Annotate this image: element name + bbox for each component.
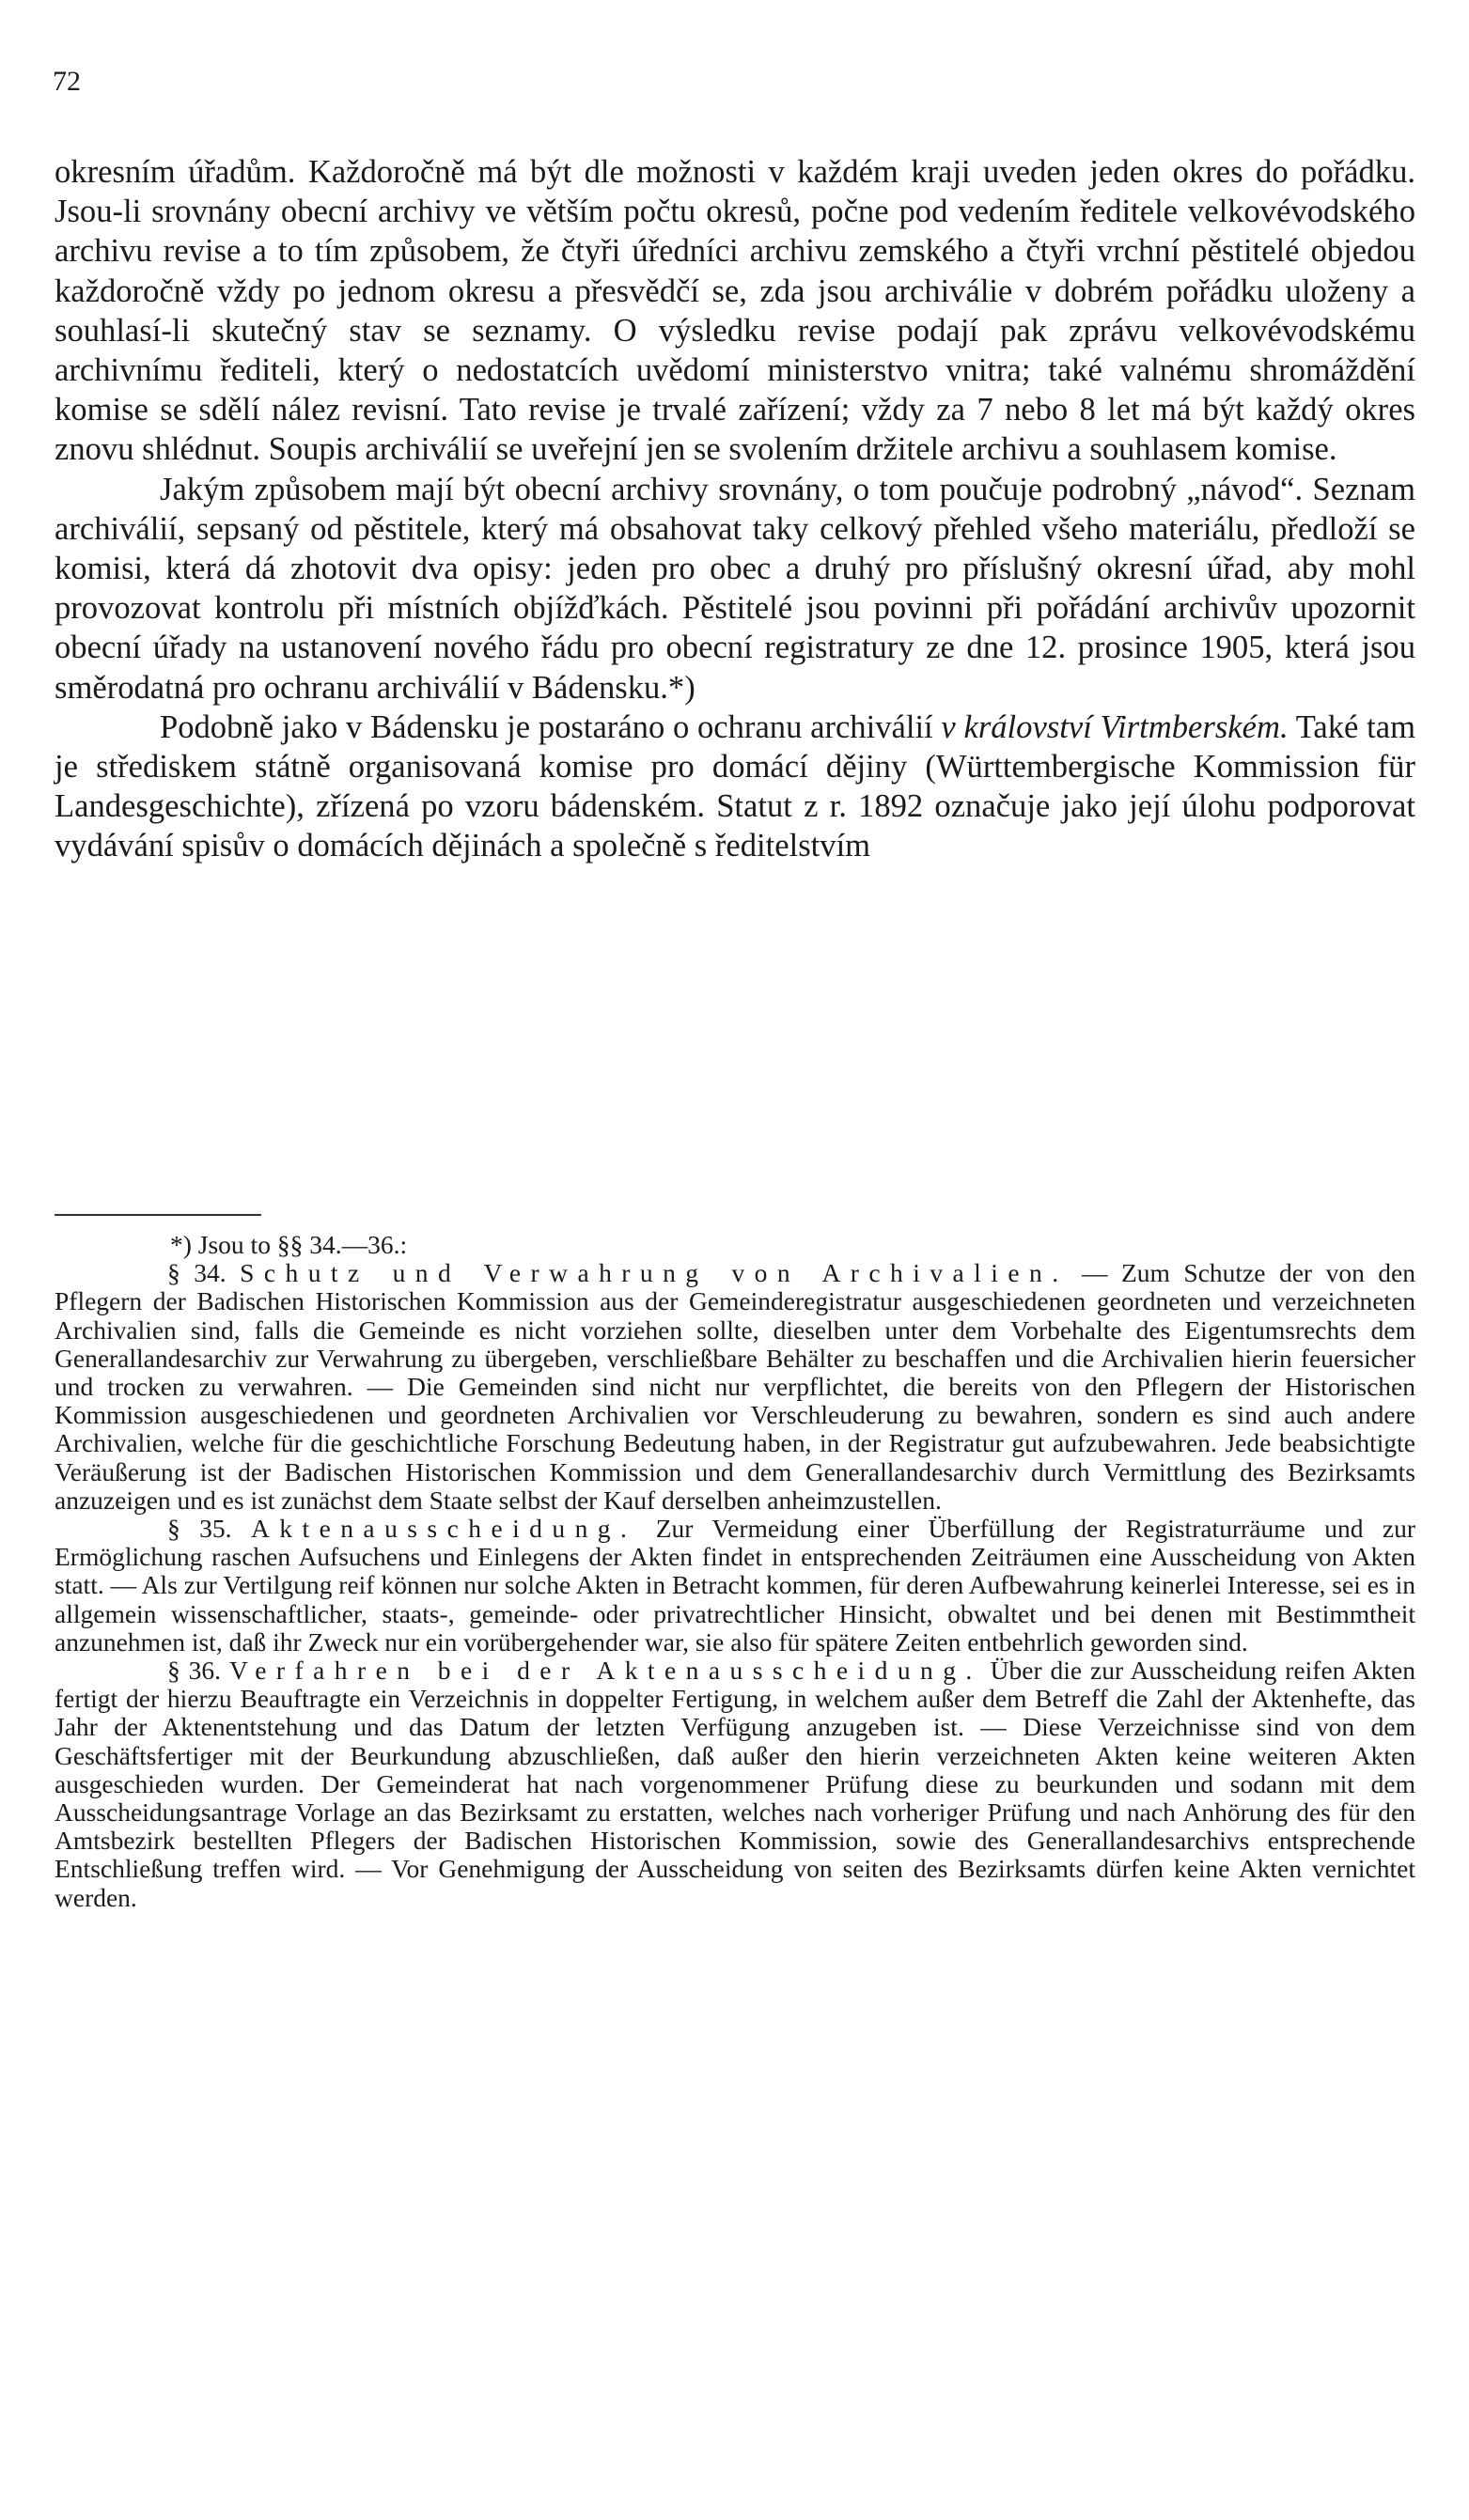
paragraph — [55, 708, 1415, 866]
paragraph: okresním úřadům. Každoročně má být dle možnosti v každém kraji uveden jeden okres do pořádku. Jsou-li srovnány obecní archivy ve větším počtu okresů, počne pod vedením ředitele velkovévodského archivu revise a to tím způsobem, že čtyři úředníci archivu zemského a čtyři vrchní pěstitelé objedou každoročně vždy po jednom okresu a přesvědčí se, zda jsou archiválie v dobrém pořádku uloženy a souhlasí-li skutečný stav se seznamy. O výsledku revise podají pak zprávu velkovévodskému archivnímu řediteli, který o nedostatcích uvědomí ministerstvo vnitra; také valnému shromáždění komise se sdělí nález revisní. Tato revise je trvalé zařízení; vždy za 7 nebo 8 let má být každý okres znovu shlédnut. Soupis archiválií se uveřejní jen se svolením držitele archivu a souhlasem komise. — [55, 154, 1415, 468]
paragraph-text: Podobně jako v Bádensku je postaráno o ochranu archiválií — [160, 708, 942, 745]
italic-phrase: v království Virtmberském. — [941, 708, 1289, 745]
section-text: Über die zur Ausscheidung reifen Akten fertigt der hierzu Beauftragte ein Verzeichnis in doppelter Fertigung, in welchem außer dem Betreff die Zahl der Aktenhefte, das Jahr der Aktenentstehung und das Datum der letzten Verfügung anzugeben ist. — Diese Verzeichnisse sind von dem Geschäftsfertiger mit der Beurkundung abzuschließen, daß außer den hierin verzeichneten Akten keine weiteren Akten ausgeschieden wurden. Der Gemeinderat hat nach vorgenommener Prüfung diese zu beurkunden und sodann mit dem Ausscheidungsantrage Vorlage an das Bezirksamt zu erstatten, welches nach vorheriger Prüfung und nach Anhörung des für den Amtsbezirk bestellten Pflegers der Badischen Historischen Kommission, sowie des Generallandesarchivs entsprechende Entschließung treffen wird. — Vor Genehmigung der Ausscheidung von seiten des Bezirksamts dürfen keine Akten vernichtet werden. — [55, 1656, 1416, 1912]
section-number: § 34. — [167, 1258, 227, 1288]
footnote-section-35 — [55, 1515, 1415, 1657]
footnote-section-36 — [55, 1657, 1415, 1912]
footnote-section-34 — [55, 1259, 1415, 1515]
section-number: § 35. — [167, 1514, 232, 1544]
section-number: § 36. — [167, 1656, 222, 1686]
footnotes — [55, 1231, 1415, 1912]
footnote-divider — [55, 1214, 261, 1216]
footnote-intro: *) Jsou to §§ 34.—36.: — [170, 1230, 408, 1259]
section-text: Zur Vermeidung einer Überfüllung der Registraturräume und zur Ermöglichung raschen Aufsuchens und Einlegens der Akten findet in entsprechenden Zeiträumen eine Ausscheidung von Akten statt. — Als zur Vertilgung reif können nur solche Akten in Betracht kommen, für deren Aufbewahrung keinerlei Interesse, sei es in allgemein wissenschaftlicher, staats-, gemeinde- oder privatrechtlicher Hinsicht, obwaltet und bei denen mit Bestimmtheit anzunehmen ist, daß ihr Zweck nur ein vorübergehender war, sie also für spätere Zeiten entbehrlich geworden sind. — [55, 1514, 1416, 1657]
section-title: Aktenausscheidung. — [250, 1514, 637, 1544]
paragraph: Jakým způsobem mají být obecní archivy srovnány, o tom poučuje podrobný „návod“. Seznam archiválií, sepsaný od pěstitele, který má obsahovat taky celkový přehled všeho materiálu, předloží se komisi, která dá zhotovit dva opisy: jeden pro obec a druhý pro příslušný okresní úřad, aby mohl provozovat kontrolu při místních objížďkách. Pěstitelé jsou povinni při pořádání archivův upozornit obecní úřady na ustanovení nového řádu pro obecní registratury ze dne 12. prosince 1905, která jsou směrodatná pro ochranu archiválií v Bádensku.*) — [55, 471, 1415, 706]
section-text: — Zum Schutze der von den Pflegern der Badischen Historischen Kommission aus der Gemeinderegistratur ausgeschiedenen geordneten und verzeichneten Archivalien sind, falls die Gemeinde es nicht vorziehen sollte, dieselben unter dem Vorbehalte des Eigentumsrechts dem Generallandesarchiv zur Verwahrung zu übergeben, verschließbare Behälter zu beschaffen und die Archivalien hierin feuersicher und trocken zu verwahren. — Die Gemeinden sind nicht nur verpflichtet, die bereits von den Pflegern der Historischen Kommission ausgeschiedenen und geordneten Archivalien vor Verschleuderung zu bewahren, sondern es sind auch andere Archivalien, welche für die geschichtliche Forschung Bedeutung haben, in der Registratur gut aufzubewahren. Jede beabsichtigte Veräußerung ist der Badischen Historischen Kommission und dem Generallandesarchiv durch Vermittlung des Bezirksamts anzuzeigen und es ist zunächst dem Staate selbst der Kauf derselben anheimzustellen. — [55, 1258, 1416, 1515]
section-title: Verfahren bei der Aktenausscheidung. — [228, 1656, 982, 1686]
paragraph-text: Také tam je střediskem státně organisovaná komise pro domácí dějiny (Württembergische Kommission für Landesgeschichte), zřízená po vzoru bádenském. Statut z r. 1892 označuje jako její úlohu podporovat vydávání spisův o domácích dějinách a společně s ředitelstvím — [55, 708, 1415, 864]
main-text — [55, 152, 1415, 866]
section-title: Schutz und Verwahrung von Archivalien. — [240, 1258, 1069, 1288]
page-number: 72 — [53, 66, 81, 97]
